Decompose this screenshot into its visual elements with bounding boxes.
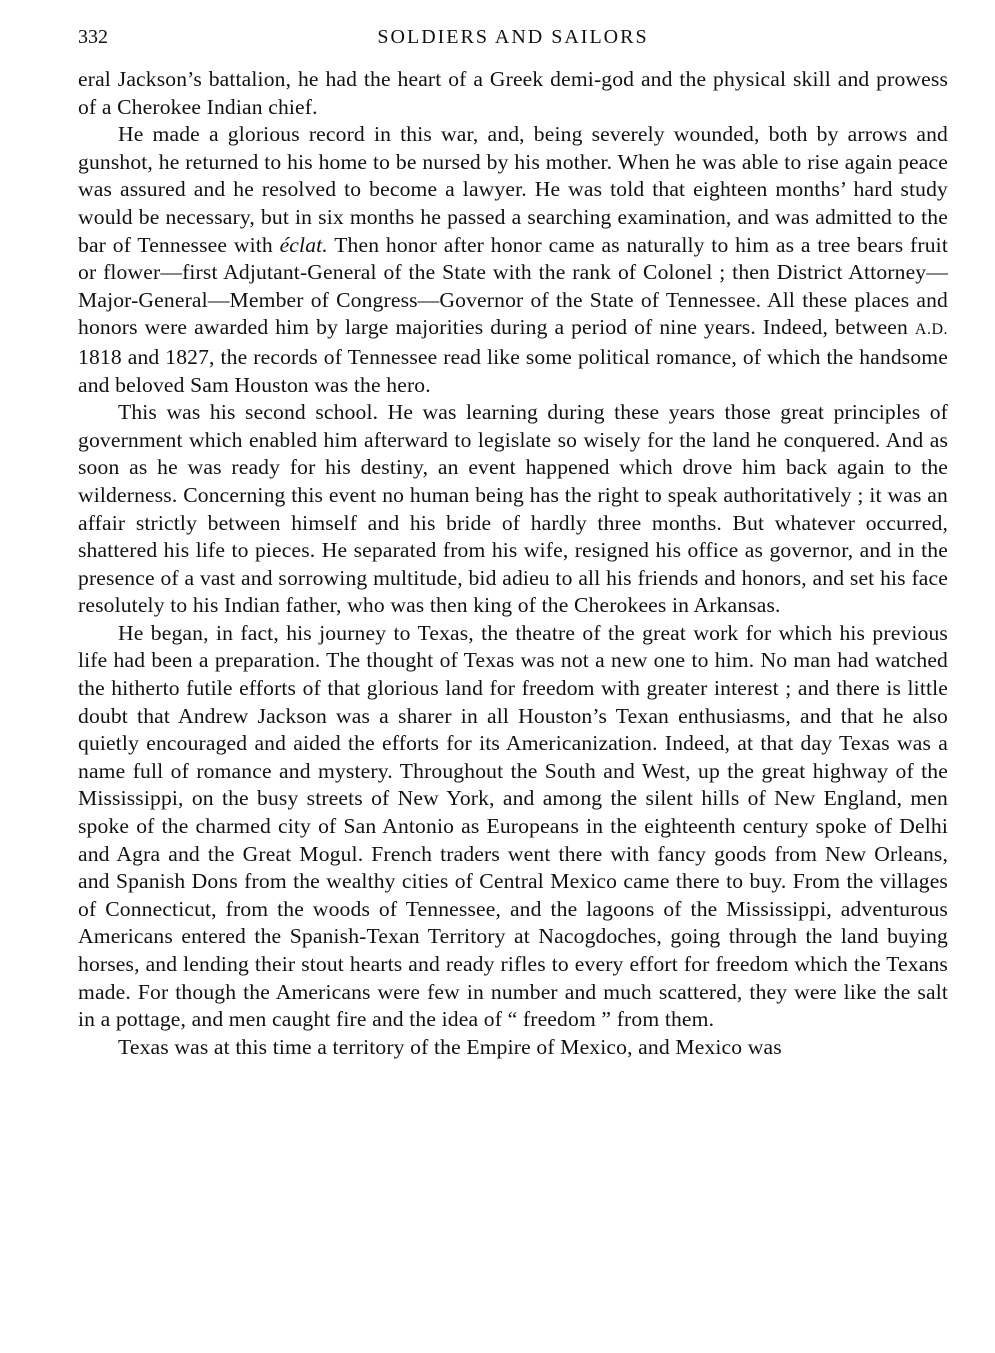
paragraph: This was his second school. He was learning during these years those great principles of government which enabled him afterward to legislate so wisely for the land he conquered. And as soon as he was ready for his destiny, an event happened which drove him back again to the wilderness. Concerning this event no human being has the right to speak authoritatively ; it was an affair strictly between himself and his bride of hardly three months. But whatever occurred, shattered his life to pieces. He separated from his wife, resigned his office as governor, and in the presence of a vast and sorrowing multitude, bid adieu to all his friends and honors, and set his face resolutely to his Indian father, who was then king of the Cherokees in Arkansas. xyxy=(78,400,948,618)
era-marker: A.D. xyxy=(914,321,948,339)
paragraph-text: He made a glorious record in this war, and, being severely wounded, both by arrows and gunshot, he returned to his home to be nursed by his mother. When he was able to rise again peace was assured and he resolved to become a lawyer. He was told that eighteen months’ hard study would be necessary, but in six months he passed a searching examination, and was admitted to the bar of Tennessee with xyxy=(78,122,948,257)
paragraph xyxy=(78,121,948,399)
body-text xyxy=(78,66,948,1061)
paragraph: He began, in fact, his journey to Texas, the theatre of the great work for which his previous life had been a preparation. The thought of Texas was not a new one to him. No man had watched the hitherto futile efforts of that glorious land for freedom with greater interest ; and there is little doubt that Andrew Jackson was a sharer in all Houston’s Texan enthusiasms, and that he also quietly encouraged and aided the efforts for its Americanization. Indeed, at that day Texas was a name full of romance and mystery. Throughout the South and West, up the great highway of the Mississippi, on the busy streets of New York, and among the silent hills of New England, men spoke of the charmed city of San Antonio as Europeans in the eighteenth century spoke of Delhi and Agra and the Great Mogul. French traders went there with fancy goods from New Orleans, and Spanish Dons from the wealthy cities of Central Mexico came there to buy. From the villages of Connecticut, from the woods of Tennessee, and the lagoons of the Mississippi, adventurous Americans entered the Spanish-Texan Territory at Nacogdoches, going through the land buying horses, and lending their stout hearts and ready rifles to every effort for freedom which the Texans made. For though the Americans were few in number and much scattered, they were like the salt in a pottage, and men caught fire and the idea of “ freedom ” from them. xyxy=(78,620,948,1032)
paragraph-continued: eral Jackson’s battalion, he had the heart of a Greek demi-god and the physical skill and prowess of a Cherokee Indian chief. xyxy=(78,67,948,119)
running-title: SOLDIERS AND SAILORS xyxy=(377,26,649,48)
paragraph-text: Then honor after honor came as naturally to him as a tree bears fruit or flower—first Adjutant-General of the State with the rank of Colonel ; then District Attorney—Major-General—Member of Congress—Governor of the State of Tennessee. All these places and honors were awarded him by large majorities during a period of nine years. Indeed, between xyxy=(78,232,948,340)
book-page xyxy=(78,22,948,1061)
eclat-italic: éclat. xyxy=(279,232,328,257)
paragraph-text: 1818 and 1827, the records of Tennessee read like some political romance, of which the handsome and beloved Sam Houston was the hero. xyxy=(78,344,948,397)
page-header xyxy=(78,22,948,56)
page-number: 332 xyxy=(78,26,108,48)
paragraph: Texas was at this time a territory of the Empire of Mexico, and Mexico was xyxy=(118,1034,782,1059)
